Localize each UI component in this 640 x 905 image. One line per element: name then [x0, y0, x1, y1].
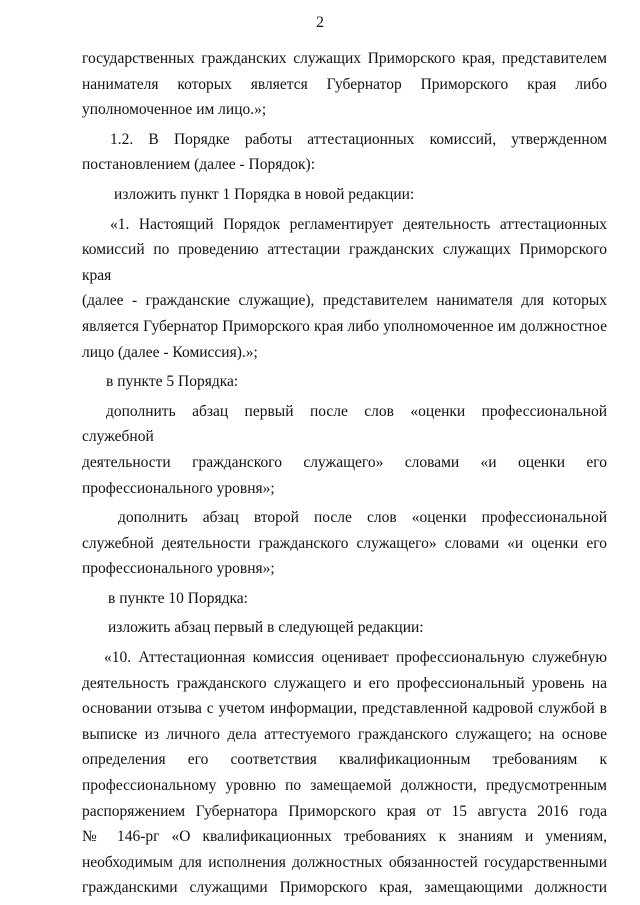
text-line: гражданскими служащими Приморского края, замещающими должности — [82, 879, 607, 897]
text-line: является Губернатор Приморского края либо уполномоченное им должностное — [82, 317, 607, 335]
text-line: государственных гражданских служащих Приморского края, представителем — [82, 50, 607, 67]
text-line: в пункте 10 Порядка: — [108, 589, 248, 607]
text-line: выписке из личного дела аттестуемого гражданского служащего; на основе — [82, 725, 607, 743]
text-line: 1.2. В Порядке работы аттестационных комиссий, утвержденном — [110, 130, 607, 148]
text-line: нанимателя которых является Губернатор Приморского края либо — [82, 75, 607, 93]
text-line: «1. Настоящий Порядок регламентирует деятельность аттестационных — [110, 215, 607, 233]
text-line: профессионального уровня»; — [82, 560, 275, 578]
text-line: деятельность гражданского служащего и его профессиональный уровень на — [82, 674, 607, 692]
text-line: «10. Аттестационная комиссия оценивает профессиональную служебную — [104, 649, 607, 667]
text-line: необходимым для исполнения должностных обязанностей государственными — [82, 853, 607, 871]
text-line: дополнить абзац первый после слов «оценки профессиональной служебной — [82, 402, 607, 446]
text-line: профессионального уровня»; — [82, 479, 275, 497]
text-line: профессиональному уровню по замещаемой должности, предусмотренным — [82, 777, 607, 795]
text-line: изложить абзац первый в следующей редакции: — [108, 619, 424, 637]
text-line: распоряжением Губернатора Приморского края от 15 августа 2016 года — [82, 802, 607, 820]
text-line: уполномоченное им лицо.»; — [82, 101, 267, 119]
text-line: служебной деятельности гражданского служащего» словами «и оценки его — [82, 534, 607, 552]
page-number: 2 — [316, 14, 324, 31]
text-line: лицо (далее - Комиссия).»; — [82, 343, 258, 361]
text-line: дополнить абзац второй после слов «оценки профессиональной — [118, 509, 607, 527]
document-body — [82, 46, 607, 901]
text-line: в пункте 5 Порядка: — [106, 373, 239, 391]
text-line: № 146-рг «О квалификационных требованиях к знаниям и умениям, — [82, 828, 607, 846]
text-line: изложить пункт 1 Порядка в новой редакции: — [114, 185, 415, 203]
text-line: деятельности гражданского служащего» словами «и оценки его — [82, 453, 607, 471]
text-line: (далее - гражданские служащие), представителем нанимателя для которых — [82, 292, 607, 310]
text-line: определения его соответствия квалификационным требованиям к — [82, 751, 607, 769]
text-line: основании отзыва с учетом информации, представленной кадровой службой в — [82, 700, 607, 718]
text-line: постановлением (далее - Порядок): — [82, 156, 316, 174]
text-line: комиссий по проведению аттестации гражданских служащих Приморского края — [82, 241, 607, 284]
